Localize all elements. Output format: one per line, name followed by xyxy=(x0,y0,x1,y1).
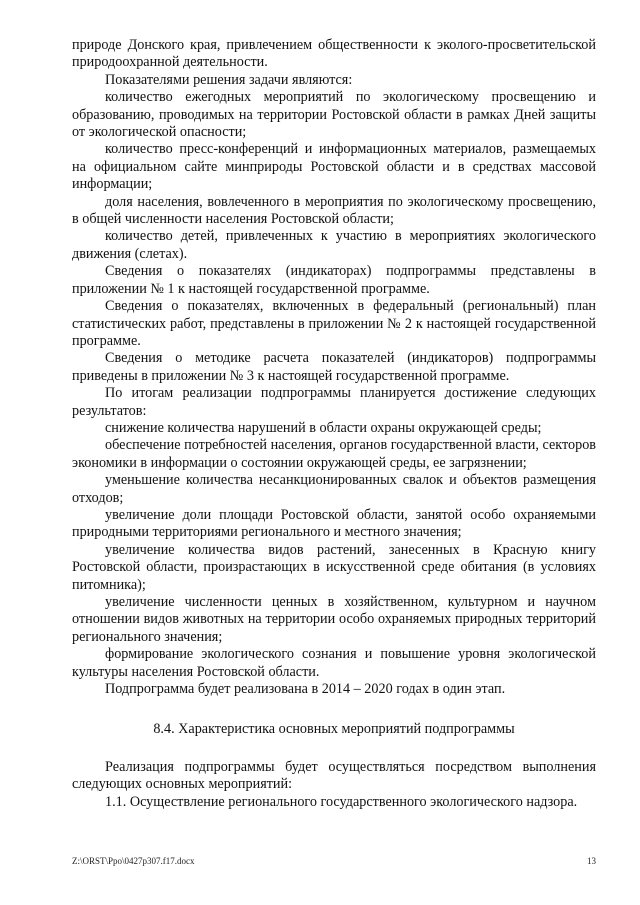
paragraph: Сведения о показателях, включенных в федеральный (региональный) план статистических работ, представлены в приложении № 2 к настоящей государственной программе. xyxy=(72,298,596,349)
paragraph: количество пресс-конференций и информационных материалов, размещаемых на официальном сайте минприроды Ростовской области и в средствах массовой информации; xyxy=(72,141,596,193)
paragraph: По итогам реализации подпрограммы планируется достижение следующих результатов: xyxy=(72,385,596,419)
paragraph: доля населения, вовлеченного в мероприятия по экологическому просвещению, в общей численности населения Ростовской области; xyxy=(72,193,596,228)
paragraph: Реализация подпрограммы будет осуществляться посредством выполнения следующих основных мероприятий: xyxy=(72,758,596,793)
paragraph: уменьшение количества несанкционированных свалок и объектов размещения отходов; xyxy=(72,472,596,506)
paragraph: природе Донского края, привлечением общественности к эколого-просветительской природоохранной деятельности. xyxy=(72,37,596,71)
page-number: 13 xyxy=(587,856,596,866)
paragraph: снижение количества нарушений в области охраны окружающей среды; xyxy=(105,419,542,436)
body-after xyxy=(72,759,596,811)
paragraph: увеличение доли площади Ростовской области, занятой особо охраняемыми природными территориями регионального и местного значения; xyxy=(72,506,596,541)
paragraph: количество детей, привлеченных к участию в мероприятиях экологического движения (слетах). xyxy=(72,228,596,262)
document-page xyxy=(72,37,596,811)
paragraph: формирование экологического сознания и повышение уровня экологической культуры населения Ростовской области. xyxy=(72,646,596,680)
body-before xyxy=(72,37,596,698)
paragraph: Сведения о показателях (индикаторах) подпрограммы представлены в приложении № 1 к настоящей государственной программе. xyxy=(72,263,596,297)
paragraph: обеспечение потребностей населения, органов государственной власти, секторов экономики в информации о состоянии окружающей среды, ее загрязнении; xyxy=(72,437,596,471)
paragraph: увеличение численности ценных в хозяйственном, культурном и научном отношении видов животных на территории особо охраняемых природных территорий регионального значения; xyxy=(72,594,596,645)
paragraph: Сведения о методике расчета показателей (индикаторов) подпрограммы приведены в приложении № 3 к настоящей государственной программе. xyxy=(72,350,596,384)
paragraph: Подпрограмма будет реализована в 2014 – 2020 годах в один этап. xyxy=(105,681,506,698)
paragraph: 1.1. Осуществление регионального государственного экологического надзора. xyxy=(105,793,578,810)
paragraph: Показателями решения задачи являются: xyxy=(105,71,353,88)
paragraph: количество ежегодных мероприятий по экологическому просвещению и образованию, проводимых на территории Ростовской области в рамках Дней защиты от экологической опасности; xyxy=(72,89,596,141)
footer-file-path: Z:\ORST\Ppo\0427p307.f17.docx xyxy=(72,856,195,866)
section-heading: 8.4. Характеристика основных мероприятий подпрограммы xyxy=(153,721,515,738)
paragraph: увеличение количества видов растений, занесенных в Красную книгу Ростовской области, произрастающих в искусственной среде обитания (в условиях питомника); xyxy=(72,541,596,593)
